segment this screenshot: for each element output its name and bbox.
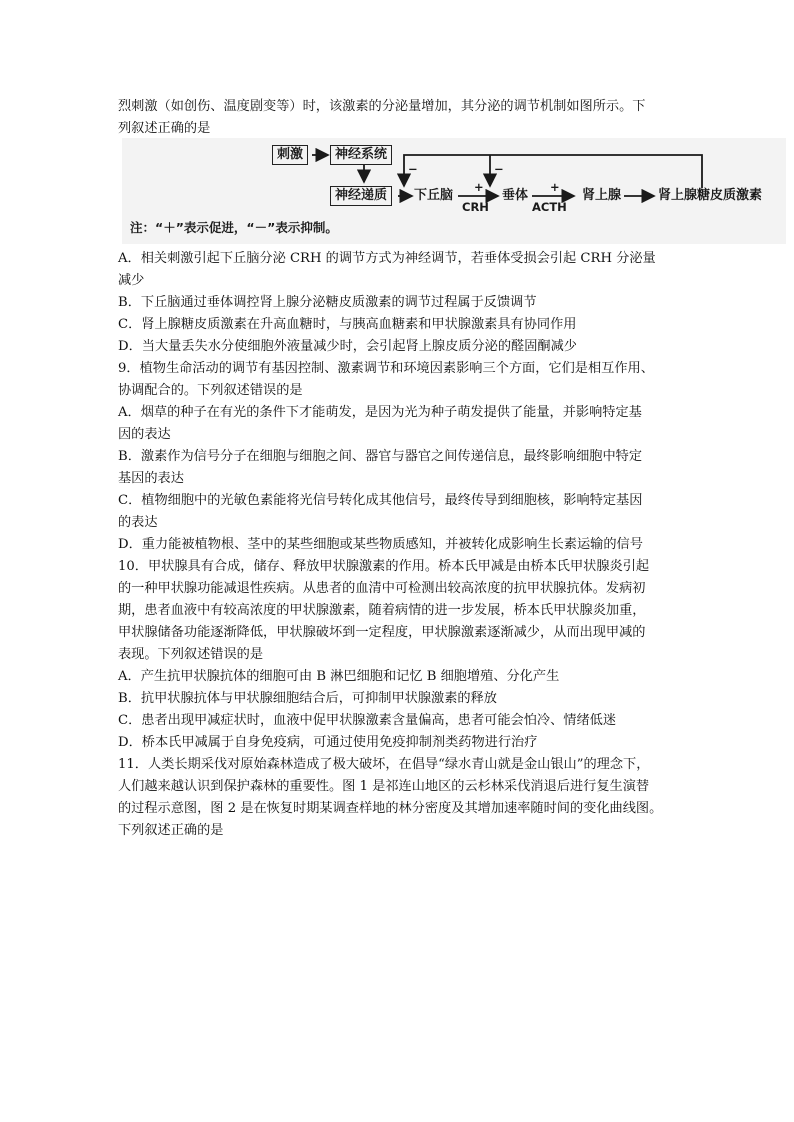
node-neurotransmitter: 神经递质 — [330, 186, 392, 206]
node-nervous-system: 神经系统 — [330, 145, 392, 165]
node-cortisol: 肾上腺糖皮质激素 — [658, 188, 763, 203]
q11-stem-line4: 下列叙述正确的是 — [118, 823, 224, 838]
sign-plus-crh: + — [474, 180, 484, 194]
sign-minus-pituitary: − — [494, 162, 504, 176]
q8-option-a-line1: A．相关刺激引起下丘脑分泌 CRH 的调节方式为神经调节，若垂体受损会引起 CRH 分泌量 — [118, 251, 656, 266]
q10-stem-line1: 10．甲状腺具有合成，储存、释放甲状腺激素的作用。桥本氏甲减是由桥本氏甲状腺炎引起 — [118, 559, 650, 574]
q10-stem-line3: 期，患者血液中有较高浓度的甲状腺激素，随着病情的进一步发展，桥本氏甲状腺炎加重， — [118, 603, 646, 618]
regulation-diagram — [122, 138, 786, 244]
q9-option-c-line2: 的表达 — [118, 515, 158, 530]
intro-line-1: 烈刺激（如创伤、温度剧变等）时，该激素的分泌量增加，其分泌的调节机制如图所示。下 — [118, 99, 646, 114]
q8-option-b: B．下丘脑通过垂体调控肾上腺分泌糖皮质激素的调节过程属于反馈调节 — [118, 295, 537, 310]
sign-plus-acth: + — [550, 180, 560, 194]
q11-stem-line1: 11．人类长期采伐对原始森林造成了极大破坏，在倡导“绿水青山就是金山银山”的理念下， — [118, 757, 650, 772]
q10-option-a: A．产生抗甲状腺抗体的细胞可由 B 淋巴细胞和记忆 B 细胞增殖、分化产生 — [118, 669, 560, 684]
intro-line-2: 列叙述正确的是 — [118, 121, 211, 136]
q9-option-c-line1: C．植物细胞中的光敏色素能将光信号转化成其他信号，最终传导到细胞核，影响特定基因 — [118, 493, 643, 508]
label-acth: ACTH — [532, 200, 567, 214]
q9-option-b-line1: B．激素作为信号分子在细胞与细胞之间、器官与器官之间传递信息，最终影响细胞中特定 — [118, 449, 642, 464]
q11-stem-line2: 人们越来越认识到保护森林的重要性。图 1 是祁连山地区的云杉林采伐消退后进行复生演替 — [118, 779, 650, 794]
q11-stem-line3: 的过程示意图，图 2 是在恢复时期某调查样地的林分密度及其增加速率随时间的变化曲线图。 — [118, 801, 663, 816]
q10-stem-line4: 甲状腺储备功能逐渐降低，甲状腺破坏到一定程度，甲状腺激素逐渐减少，从而出现甲减的 — [118, 625, 646, 640]
diagram-note: 注：“＋”表示促进，“－”表示抑制。 — [130, 220, 338, 235]
q8-option-a-line2: 减少 — [118, 273, 145, 288]
q9-option-d: D．重力能被植物根、茎中的某些细胞或某些物质感知，并被转化成影响生长素运输的信号 — [118, 537, 643, 552]
q9-stem-line1: 9．植物生命活动的调节有基因控制、激素调节和环境因素影响三个方面，它们是相互作用、 — [118, 361, 654, 376]
q9-option-b-line2: 基因的表达 — [118, 471, 184, 486]
q8-option-d: D．当大量丢失水分使细胞外液量减少时，会引起肾上腺皮质分泌的醛固酮减少 — [118, 339, 577, 354]
q10-option-b: B．抗甲状腺抗体与甲状腺细胞结合后，可抑制甲状腺激素的释放 — [118, 691, 497, 706]
node-stimulus: 刺激 — [272, 145, 308, 165]
q10-option-d: D．桥本氏甲减属于自身免疫病，可通过使用免疫抑制剂类药物进行治疗 — [118, 735, 538, 750]
q10-stem-line2: 的一种甲状腺功能减退性疾病。从患者的血清中可检测出较高浓度的抗甲状腺抗体。发病初 — [118, 581, 646, 596]
q9-stem-line2: 协调配合的。下列叙述错误的是 — [118, 383, 303, 398]
label-crh: CRH — [462, 200, 489, 214]
q10-option-c: C．患者出现甲减症状时，血液中促甲状腺激素含量偏高，患者可能会怕冷、情绪低迷 — [118, 713, 617, 728]
node-pituitary: 垂体 — [502, 188, 529, 203]
q8-option-c: C．肾上腺糖皮质激素在升高血糖时，与胰高血糖素和甲状腺激素具有协同作用 — [118, 317, 577, 332]
q10-stem-line5: 表现。下列叙述错误的是 — [118, 647, 264, 662]
node-adrenal: 肾上腺 — [582, 188, 622, 203]
sign-minus-hypo: − — [408, 162, 418, 176]
q9-option-a-line2: 因的表达 — [118, 427, 171, 442]
node-hypothalamus: 下丘脑 — [414, 188, 454, 203]
q9-option-a-line1: A．烟草的种子在有光的条件下才能萌发，是因为光为种子萌发提供了能量，并影响特定基 — [118, 405, 642, 420]
